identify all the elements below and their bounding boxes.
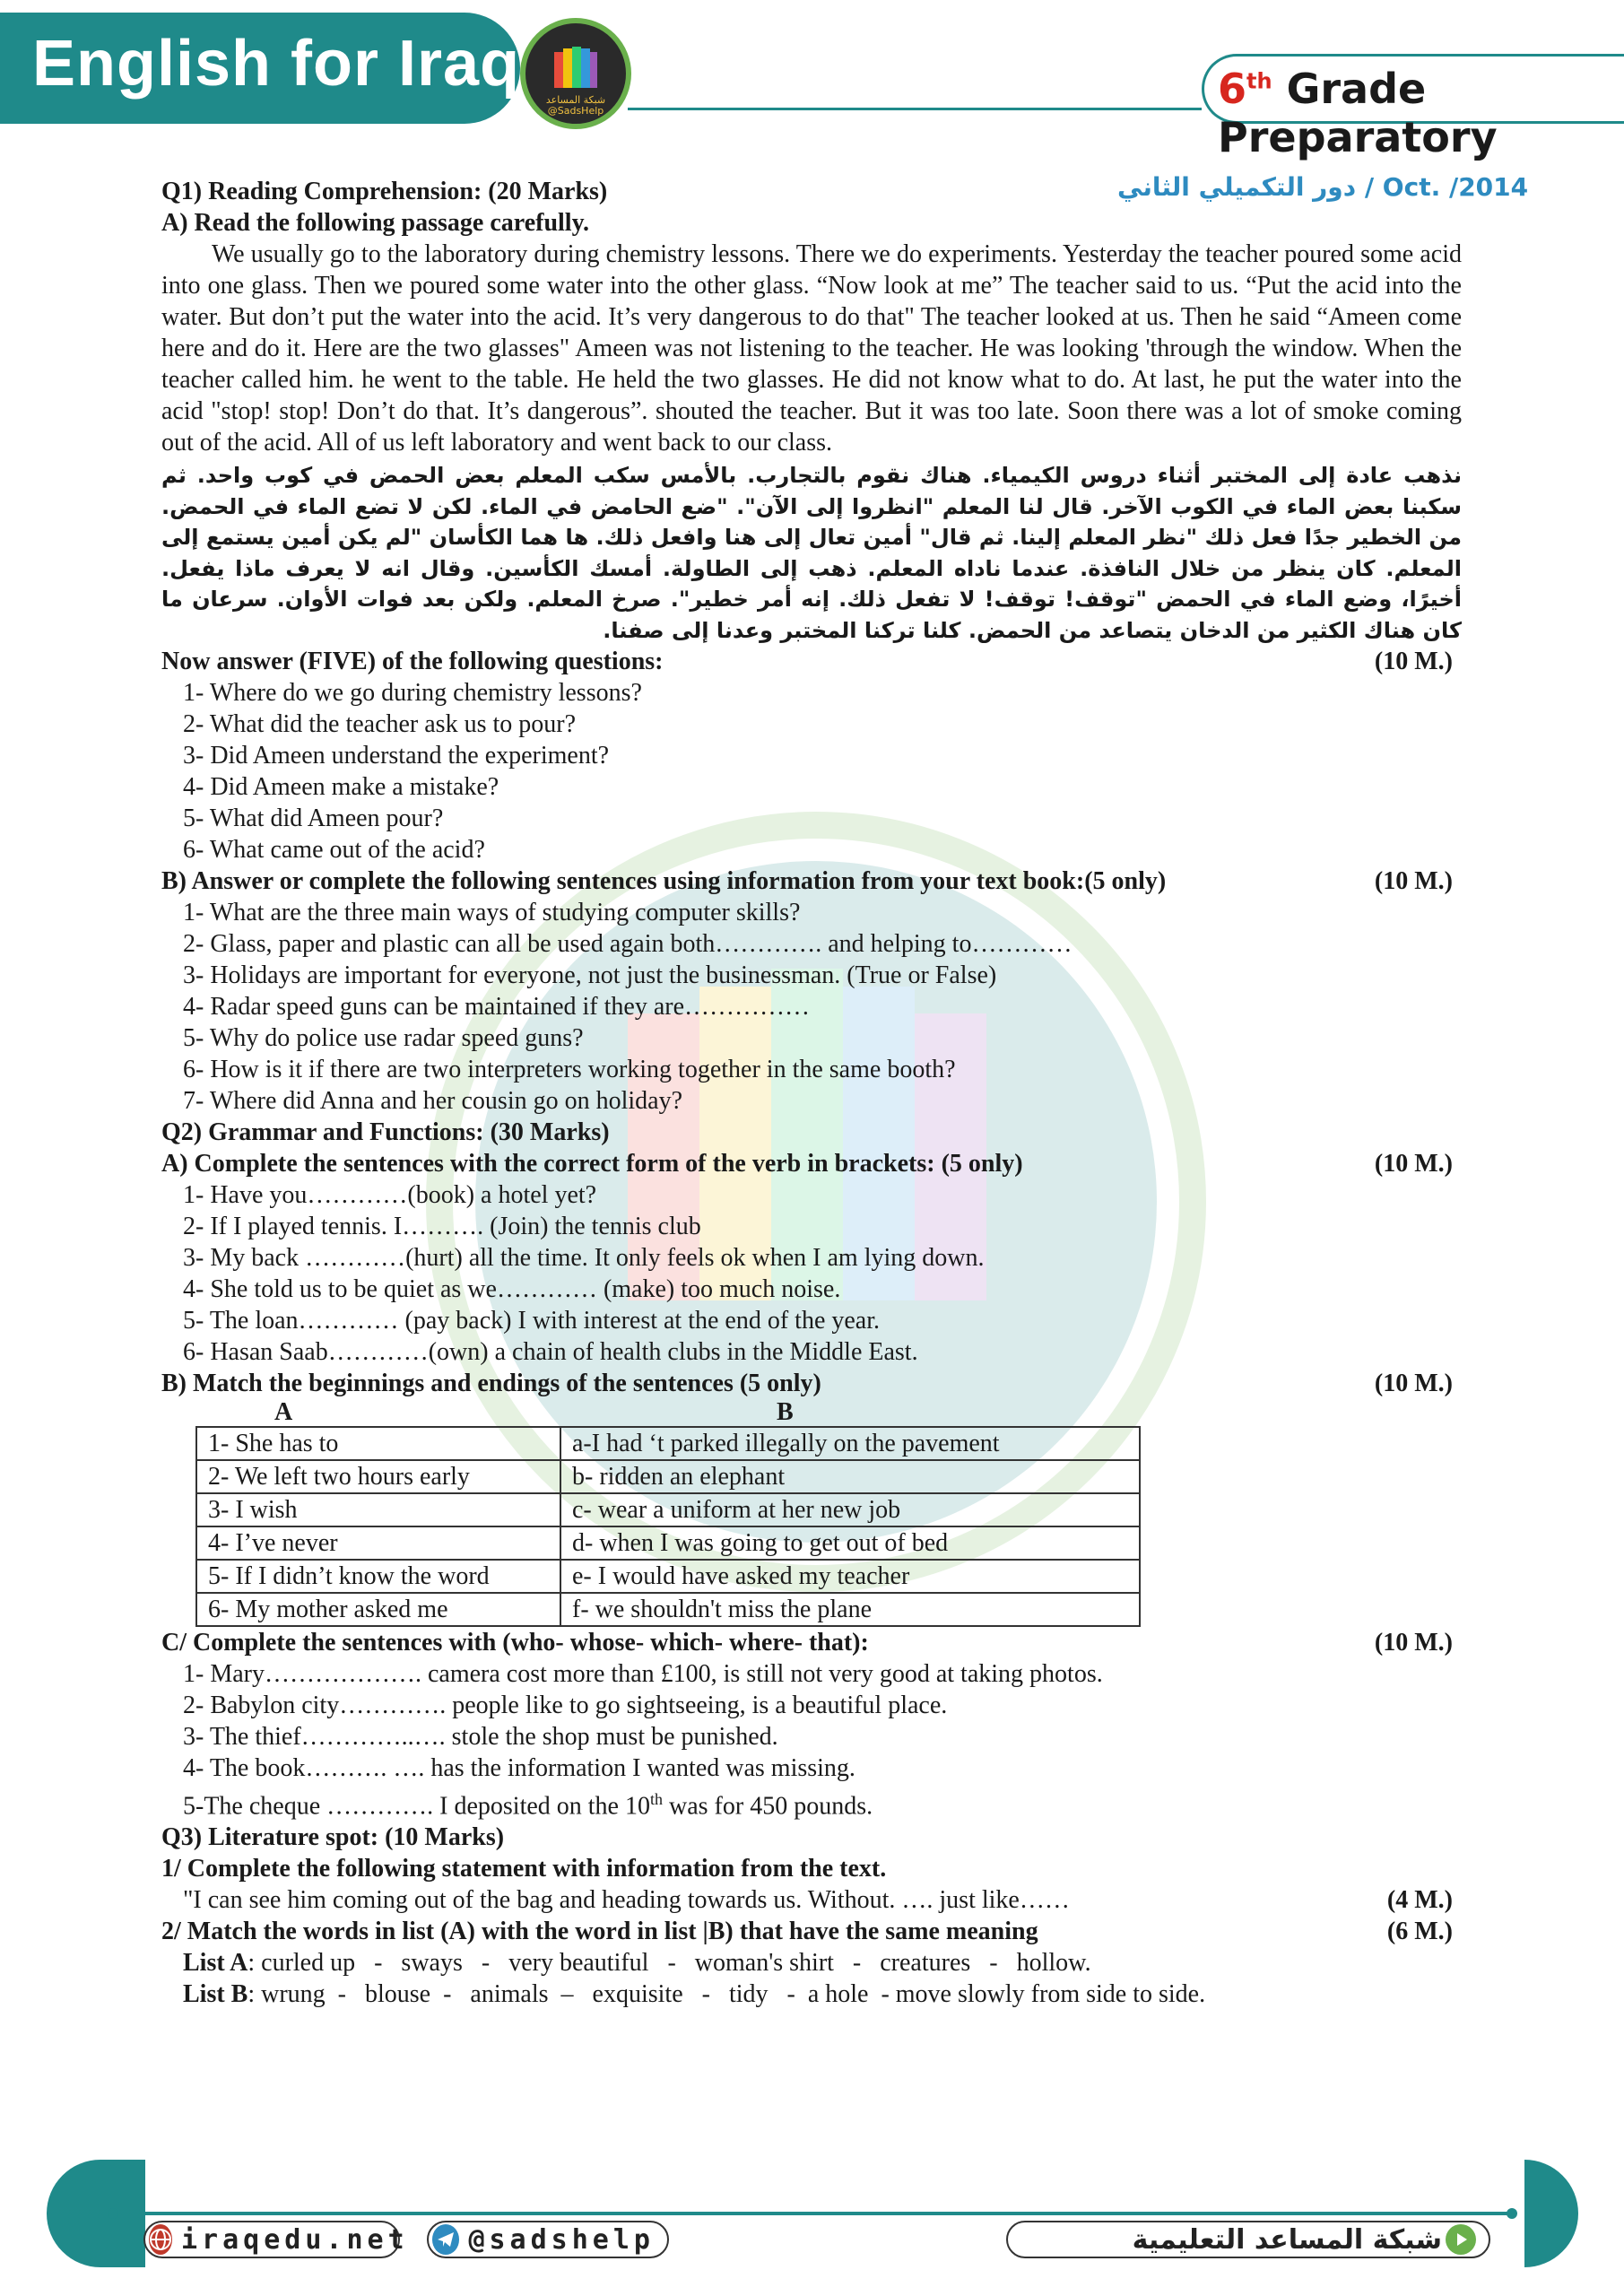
q2-a-heading <box>161 1148 1462 1179</box>
grade-label <box>1218 65 1624 161</box>
q1-b-items <box>161 897 1462 1117</box>
q1-a-title: A) Read the following passage carefully. <box>161 209 590 237</box>
telegram-icon <box>432 2224 459 2255</box>
q3-part1-text: "I can see him coming out of the bag and heading towards us. Without. …. just like…… <box>183 1886 1070 1915</box>
table-cell: e- I would have asked my teacher <box>560 1560 1140 1593</box>
q2-a-title: A) Complete the sentences with the correct form of the verb in brackets: (5 only) <box>161 1150 1023 1178</box>
table-cell: 4- I’ve never <box>196 1526 560 1560</box>
table-cell: d- when I was going to get out of bed <box>560 1526 1140 1560</box>
column-a-label: A <box>274 1398 293 1426</box>
q1-b-title: B) Answer or complete the following sentences using information from your text book:(5 only) <box>161 867 1167 895</box>
list-b-words: : wrung - blouse - animals – exquisite - tidy - a hole - move slowly from side to side. <box>248 1980 1206 2009</box>
marks-label: (10 M.) <box>1374 648 1453 675</box>
footer-dot <box>1507 2208 1517 2219</box>
list-item: 3- Holidays are important for everyone, not just the businessman. (True or False) <box>183 961 997 989</box>
marks-label: (10 M.) <box>1374 1150 1453 1178</box>
q2-c-items <box>161 1658 1462 1822</box>
q3-part1-title: 1/ Complete the following statement with information from the text. <box>161 1855 887 1883</box>
footer-dot <box>108 2208 118 2219</box>
network-link[interactable] <box>1006 2221 1490 2258</box>
list-item: 5- The loan………… (pay back) I with interest at the end of the year. <box>183 1307 881 1335</box>
grade-number: 6 <box>1218 65 1247 113</box>
list-item: 5- What did Ameen pour? <box>183 804 444 832</box>
q2-a-items <box>161 1179 1462 1368</box>
table-row <box>196 1526 1140 1560</box>
table-cell: 6- My mother asked me <box>196 1593 560 1626</box>
list-item <box>183 1784 1462 1822</box>
match-table <box>195 1426 1141 1627</box>
book-icon <box>551 43 601 93</box>
reading-passage: We usually go to the laboratory during chemistry lessons. There we do experiments. Yesterday the teacher poured some acid into one glass. Then we poured some water into the other glass. “Now look at me” The teacher said to us. “Put the acid into the water. But don’t put the water into the acid. It’s very dangerous to do that" The teacher looked at us. Then he said “Ameen come here and do it. Here are the two glasses" Ameen was not listening to the teacher. He was looking 'through the window. When the teacher called him. he went to the table. He held the two glasses. He did not know what to do. At last, he put the water into the acid "stop! stop! Don’t do that. It’s dangerous”. shouted the teacher. But it was too late. Soon there was a lot of smoke coming out of the acid. All of us left laboratory and went back to our class. <box>161 240 1462 457</box>
table-row <box>196 1593 1140 1626</box>
list-item: 2- What did the teacher ask us to pour? <box>183 710 577 738</box>
network-name: شبكة المساعد التعليمية <box>1132 2223 1442 2256</box>
table-cell: b- ridden an elephant <box>560 1460 1140 1493</box>
table-cell: 2- We left two hours early <box>196 1460 560 1493</box>
list-a-label: List A <box>183 1949 248 1978</box>
q1-questions <box>161 677 1462 865</box>
grade-superscript: th <box>1246 68 1272 94</box>
item-text: was for 450 pounds. <box>663 1792 873 1821</box>
table-cell: 5- If I didn’t know the word <box>196 1560 560 1593</box>
exam-content <box>161 176 1462 2010</box>
list-item: 3- Did Ameen understand the experiment? <box>183 742 610 770</box>
list-a <box>161 1947 1462 1979</box>
list-item: 1- Where do we go during chemistry lessons? <box>183 679 642 707</box>
footer-rule <box>108 2212 1515 2215</box>
logo-name: شبكة المساعد <box>545 94 606 106</box>
list-a-words: : curled up - sways - very beautiful - woman's shirt - creatures - hollow. <box>248 1949 1091 1978</box>
table-cell: 1- She has to <box>196 1427 560 1460</box>
table-row <box>196 1460 1140 1493</box>
ordinal-suffix: th <box>649 1790 663 1808</box>
q2-title: Q2) Grammar and Functions: (30 Marks) <box>161 1118 610 1146</box>
arabic-translation: نذهب عادة إلى المختبر أثناء دروس الكيمياء. هناك نقوم بالتجارب. بالأمس سكب المعلم بعض الحمض في كوب واحد. ثم سكبنا بعض الماء في الكوب الآخر. قال لنا المعلم "انظروا إلى الآن". "ضع الحامض في الماء. لكن لا تضع الماء في الحمض. من الخطير جدًا فعل ذلك "نظر المعلم إلينا. ثم قال" أمين تعال إلى هنا وافعل ذلك. ها هما الكأسان "لم يكن أمين يستمع إلى المعلم. كان ينظر من خلال النافذة. عندما ناداه المعلم. ذهب إلى الطاولة. أمسك الكأسين. وقال انه لا يعرف ماذا يفعل. أخيرًا، وضع الماء في الحمض "توقف! توقف! لا تفعل ذلك. إنه أمر خطير". صرخ المعلم. ولكن بعد فوات الأوان. سرعان ما كان هناك الكثير من الدخان يتصاعد من الحمض. كلنا تركنا المختبر وعدنا إلى صفنا. <box>161 463 1462 643</box>
globe-icon <box>149 2224 172 2255</box>
logo <box>520 18 631 129</box>
list-item: 2- Babylon city…………. people like to go sightseeing, is a beautiful place. <box>183 1692 948 1719</box>
marks-label: (6 M.) <box>1386 1918 1453 1946</box>
q3-part2-heading <box>161 1916 1462 1947</box>
list-item: 1- Mary………………. camera cost more than £100, is still not very good at taking photos. <box>183 1660 1103 1688</box>
list-item: 4- She told us to be quiet as we………… (make) too much noise. <box>183 1275 841 1303</box>
page-title: English for Iraq <box>32 28 521 100</box>
table-row <box>196 1493 1140 1526</box>
list-item: 1- Have you…………(book) a hotel yet? <box>183 1181 597 1209</box>
marks-label: (10 M.) <box>1374 867 1453 895</box>
q1-answer-title: Now answer (FIVE) of the following questions: <box>161 648 664 675</box>
list-item: 3- My back …………(hurt) all the time. It only feels ok when I am lying down. <box>183 1244 985 1272</box>
q1-title: Q1) Reading Comprehension: (20 Marks) <box>161 178 608 205</box>
q3-title: Q3) Literature spot: (10 Marks) <box>161 1823 505 1852</box>
telegram-link[interactable] <box>427 2221 669 2258</box>
list-item: 6- What came out of the acid? <box>183 836 485 864</box>
q3-part1-line <box>161 1884 1462 1916</box>
list-item: 3- The thief…………..…. stole the shop must be punished. <box>183 1723 778 1751</box>
list-item: 7- Where did Anna and her cousin go on holiday? <box>183 1087 683 1115</box>
q3-part2-title: 2/ Match the words in list (A) with the word in list |B) that have the same meaning <box>161 1918 1038 1946</box>
list-b <box>161 1979 1462 2010</box>
exam-date: دور التكميلي الثاني / Oct. /2014 <box>1117 172 1529 202</box>
header-rule <box>628 108 1202 110</box>
list-item: 4- The book………. …. has the information I wanted was missing. <box>183 1754 855 1782</box>
table-cell: f- we shouldn't miss the plane <box>560 1593 1140 1626</box>
table-row <box>196 1560 1140 1593</box>
list-b-label: List B <box>183 1980 248 2009</box>
q2-b-heading <box>161 1368 1462 1399</box>
list-item: 6- Hasan Saab…………(own) a chain of health clubs in the Middle East. <box>183 1338 918 1366</box>
table-cell: 3- I wish <box>196 1493 560 1526</box>
grade-text: Grade Preparatory <box>1218 65 1498 161</box>
marks-label: (10 M.) <box>1374 1370 1453 1397</box>
list-item: 6- How is it if there are two interpreters working together in the same booth? <box>183 1056 956 1083</box>
table-row <box>196 1427 1140 1460</box>
q1-answer-heading <box>161 646 1462 677</box>
q2-c-title: C/ Complete the sentences with (who- whose- which- where- that): <box>161 1629 869 1657</box>
list-item: 1- What are the three main ways of studying computer skills? <box>183 899 801 926</box>
play-icon <box>1446 2224 1476 2255</box>
marks-label: (4 M.) <box>1386 1886 1453 1915</box>
footer-right-cap <box>1524 2160 1578 2267</box>
list-item: 2- If I played tennis. I………. (Join) the tennis club <box>183 1213 701 1240</box>
table-cell: c- wear a uniform at her new job <box>560 1493 1140 1526</box>
item-text: 5-The cheque …………. I deposited on the 10 <box>183 1792 650 1821</box>
list-item: 5- Why do police use radar speed guns? <box>183 1024 584 1052</box>
column-b-label: B <box>777 1398 794 1426</box>
marks-label: (10 M.) <box>1374 1629 1453 1657</box>
list-item: 2- Glass, paper and plastic can all be used again both…………. and helping to………… <box>183 930 1073 958</box>
site-url: iraqedu.net <box>181 2223 409 2256</box>
q1-b-heading <box>161 865 1462 897</box>
list-item: 4- Did Ameen make a mistake? <box>183 773 499 801</box>
list-item: 4- Radar speed guns can be maintained if they are…………… <box>183 993 811 1021</box>
table-cell: a-I had ‘t parked illegally on the pavement <box>560 1427 1140 1460</box>
match-table-header <box>274 1399 1462 1426</box>
q2-b-title: B) Match the beginnings and endings of the sentences (5 only) <box>161 1370 821 1397</box>
site-link[interactable] <box>143 2221 409 2258</box>
telegram-handle: @sadshelp <box>468 2223 655 2256</box>
q2-c-heading <box>161 1627 1462 1658</box>
logo-handle: @SadsHelp <box>547 105 604 117</box>
